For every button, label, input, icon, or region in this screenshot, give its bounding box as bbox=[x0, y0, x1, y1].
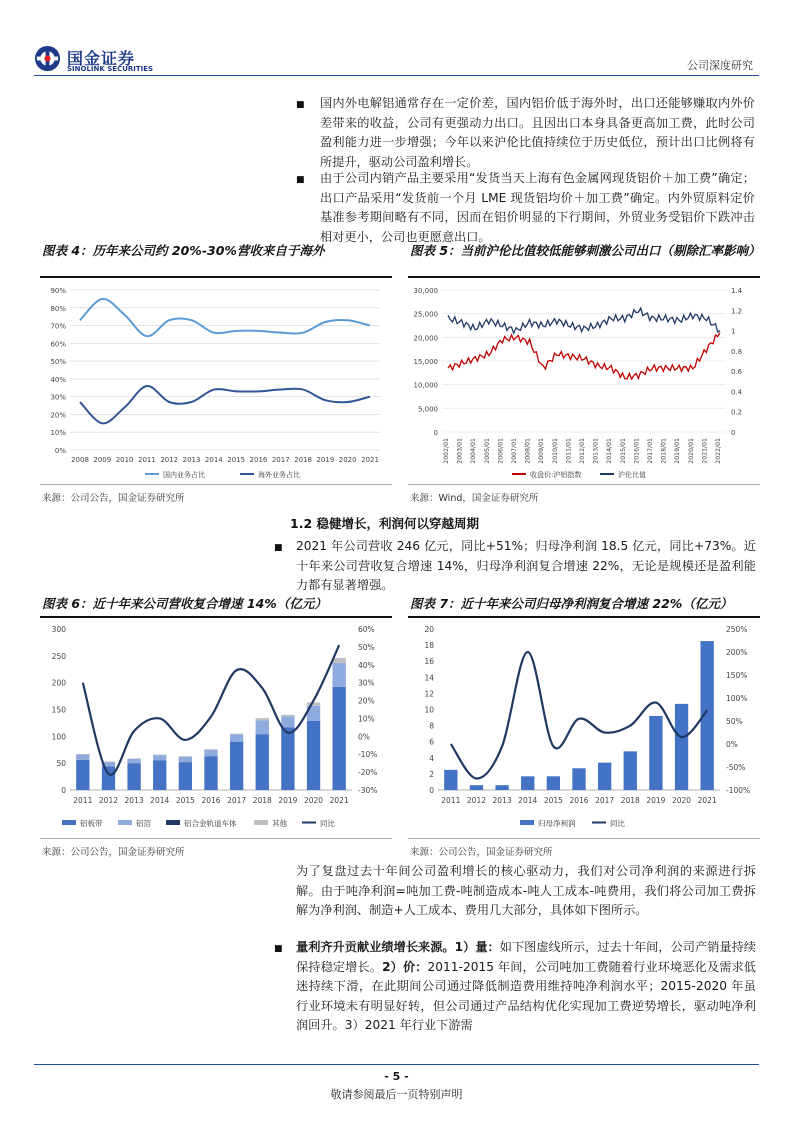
header-divider bbox=[34, 75, 759, 76]
y-left-tick-label: 250 bbox=[51, 651, 66, 661]
y-right-tick-label: 0.8 bbox=[731, 347, 743, 356]
figure-5-title: 图表 5：当前沪伦比值较低能够刺激公司出口（剔除汇率影响） bbox=[410, 243, 761, 258]
figure-5-rule bbox=[408, 276, 760, 278]
legend-label: 国内业务占比 bbox=[163, 471, 205, 479]
x-tick-label: 2020 bbox=[338, 456, 357, 464]
bar-铝箔 bbox=[179, 757, 192, 762]
legend-swatch bbox=[254, 820, 268, 825]
figure-6-title: 图表 6：近十年来公司营收复合增速 14%（亿元） bbox=[42, 596, 327, 611]
x-tick-label: 2014 bbox=[150, 796, 170, 805]
y-right-tick-label: 20% bbox=[358, 696, 375, 706]
disclaimer-note: 敬请参阅最后一页特别声明 bbox=[330, 1088, 463, 1101]
bar-铝板带 bbox=[230, 742, 243, 790]
y-left-tick-label: 100 bbox=[51, 732, 66, 742]
y-tick-label: 20% bbox=[50, 411, 66, 420]
x-tick-label: 2019 bbox=[646, 796, 666, 805]
legend-label: 铝板带 bbox=[80, 819, 103, 828]
y-right-tick-label: 60% bbox=[358, 625, 375, 634]
x-tick-label: 2010 bbox=[115, 456, 134, 464]
bullet-icon: ■ bbox=[274, 944, 283, 954]
bar-铝箔 bbox=[204, 750, 217, 756]
bullet-text-1: 国内外电解铝通常存在一定价差，国内铝价低于海外时，出口还能够赚取内外价差带来的收益，公司有更强动力出口。且因出口本身具备更高加工费，此时公司盈利能力进一步增强；今年以来沪伦比值持续位于历史低位，预计出口比例将有所提升，驱动公司盈利增长。 bbox=[320, 96, 755, 169]
figure-7-chart bbox=[408, 620, 760, 836]
price-text: 2011-2015 年间，公司吨加工费随着行业环境恶化及需求低迷持续下滑，在此期间公司通过降低制造费用维持吨净利润水平；2015-2020 年虽行业环境未有明显好转，但公司通过产品结构优化实现加工费逆势增长，驱动吨净利润回升。3）2021 年行业下游需 bbox=[296, 959, 756, 1032]
bar-铝板带 bbox=[204, 756, 217, 790]
y-left-tick-label: 0 bbox=[433, 429, 438, 437]
x-tick-label: 2007/01 bbox=[511, 438, 518, 464]
y-right-tick-label: 0.4 bbox=[731, 388, 743, 397]
x-tick-label: 2012 bbox=[98, 796, 119, 805]
bar-归母净利润 bbox=[624, 751, 637, 790]
y-right-tick-label: 200% bbox=[726, 648, 748, 657]
bullet-icon: ■ bbox=[296, 100, 305, 110]
report-type: 公司深度研究 bbox=[687, 59, 753, 72]
x-tick-label: 2009 bbox=[93, 456, 112, 464]
bar-铝板带 bbox=[127, 763, 140, 790]
bar-铝箔 bbox=[333, 663, 346, 687]
x-tick-label: 2013 bbox=[492, 796, 512, 805]
figure-7-source: 来源：公司公告，国金证券研究所 bbox=[410, 847, 553, 858]
series-line-0 bbox=[448, 333, 720, 380]
bar-铝板带 bbox=[76, 760, 89, 790]
x-tick-label: 2015 bbox=[175, 796, 195, 805]
y-left-tick-label: 16 bbox=[424, 657, 434, 667]
figure-4-rule bbox=[40, 276, 392, 278]
volume-label: 1）量： bbox=[454, 940, 500, 954]
y-right-tick-label: 0% bbox=[358, 732, 370, 742]
y-left-tick-label: 15,000 bbox=[413, 358, 438, 366]
x-tick-label: 2017 bbox=[595, 796, 615, 805]
y-left-tick-label: 2 bbox=[429, 769, 434, 779]
x-tick-label: 2021 bbox=[361, 456, 379, 464]
x-tick-label: 2014 bbox=[518, 796, 538, 805]
y-left-tick-label: 18 bbox=[424, 641, 434, 651]
bar-归母净利润 bbox=[444, 770, 457, 790]
y-left-tick-label: 14 bbox=[424, 673, 434, 683]
y-left-tick-label: 50 bbox=[56, 759, 66, 769]
x-tick-label: 2002/01 bbox=[443, 438, 450, 464]
x-tick-label: 2006/01 bbox=[497, 438, 505, 464]
y-right-tick-label: 50% bbox=[358, 642, 375, 652]
bar-归母净利润 bbox=[675, 704, 688, 790]
x-tick-label: 2020 bbox=[303, 796, 324, 805]
figure-7-bottom-rule bbox=[408, 838, 760, 839]
bar-铝板带 bbox=[281, 727, 294, 790]
bar-归母净利润 bbox=[470, 785, 483, 790]
x-tick-label: 2017 bbox=[227, 796, 247, 805]
x-tick-label: 2016 bbox=[249, 456, 268, 464]
y-tick-label: 50% bbox=[50, 358, 66, 367]
bar-铝板带 bbox=[333, 687, 346, 790]
y-right-tick-label: 150% bbox=[726, 671, 748, 680]
y-right-tick-label: 30% bbox=[358, 678, 375, 688]
y-right-tick-label: 0% bbox=[726, 740, 738, 749]
brand-name-en: SINOLINK SECURITIES bbox=[67, 65, 154, 73]
figure-7-rule bbox=[408, 616, 760, 618]
x-tick-label: 2005/01 bbox=[483, 438, 491, 464]
x-tick-label: 2018/01 bbox=[660, 438, 668, 464]
y-right-tick-label: 10% bbox=[358, 714, 375, 724]
bar-其他 bbox=[256, 718, 269, 720]
bar-铝板带 bbox=[256, 734, 269, 790]
bar-归母净利润 bbox=[547, 776, 560, 790]
figure-5-source: 来源：Wind，国金证券研究所 bbox=[410, 493, 539, 504]
y-right-tick-label: 100% bbox=[726, 694, 748, 703]
driver-paragraph bbox=[296, 938, 756, 1036]
volume-text: 如下图虚线所示，过去十年间，公司产销量持续保持稳定增长。 bbox=[296, 940, 756, 974]
y-right-tick-label: -50% bbox=[726, 763, 746, 772]
bar-其他 bbox=[179, 756, 192, 757]
y-right-tick-label: -30% bbox=[358, 786, 378, 795]
x-tick-label: 2020 bbox=[671, 796, 692, 805]
legend-label: 沪伦比值 bbox=[618, 471, 646, 479]
bar-其他 bbox=[333, 658, 346, 663]
bar-铝箔 bbox=[256, 720, 269, 734]
legend-swatch bbox=[166, 820, 180, 825]
y-left-tick-label: 6 bbox=[429, 737, 434, 747]
x-tick-label: 2011 bbox=[441, 796, 461, 805]
bar-其他 bbox=[204, 749, 217, 750]
bar-铝箔 bbox=[153, 755, 166, 760]
y-left-tick-label: 20,000 bbox=[413, 334, 438, 343]
x-tick-label: 2017/01 bbox=[647, 438, 654, 464]
x-tick-label: 2015 bbox=[543, 796, 563, 805]
y-right-tick-label: -20% bbox=[358, 768, 378, 778]
y-left-tick-label: 8 bbox=[429, 721, 434, 731]
y-left-tick-label: 5,000 bbox=[417, 405, 438, 414]
figure-4-source: 来源：公司公告，国金证券研究所 bbox=[42, 493, 185, 504]
figure-6-source: 来源：公司公告，国金证券研究所 bbox=[42, 847, 185, 858]
y-left-tick-label: 0 bbox=[61, 786, 66, 795]
y-tick-label: 40% bbox=[50, 375, 66, 384]
bar-其他 bbox=[281, 715, 294, 717]
section-title: 1.2 稳健增长，利润何以穿越周期 bbox=[290, 516, 479, 531]
x-tick-label: 2012/01 bbox=[579, 438, 586, 464]
y-left-tick-label: 300 bbox=[51, 625, 66, 634]
y-right-tick-label: 0.2 bbox=[731, 408, 743, 417]
legend-label: 铝合金轨道车体 bbox=[184, 819, 237, 828]
y-right-tick-label: -100% bbox=[726, 786, 751, 795]
bar-归母净利润 bbox=[572, 768, 585, 790]
x-tick-label: 2014/01 bbox=[606, 438, 614, 464]
y-left-tick-label: 25,000 bbox=[413, 310, 438, 319]
x-tick-label: 2016 bbox=[569, 796, 589, 805]
x-tick-label: 2013 bbox=[124, 796, 144, 805]
y-left-tick-label: 150 bbox=[51, 705, 66, 715]
bar-其他 bbox=[307, 703, 320, 706]
series-line-1 bbox=[80, 386, 370, 423]
y-left-tick-label: 4 bbox=[429, 753, 434, 763]
y-right-tick-label: 1 bbox=[731, 327, 736, 336]
legend-swatch bbox=[62, 820, 76, 825]
figure-4-title: 图表 4：历年来公司约 20%-30%营收来自于海外 bbox=[42, 243, 325, 258]
legend-label: 归母净利润 bbox=[538, 819, 576, 828]
y-left-tick-label: 10 bbox=[424, 705, 434, 715]
x-tick-label: 2022/01 bbox=[715, 438, 722, 464]
x-tick-label: 2019/01 bbox=[674, 438, 682, 464]
x-tick-label: 2019 bbox=[278, 796, 298, 805]
y-right-tick-label: 1.2 bbox=[731, 307, 743, 316]
x-tick-label: 2020/01 bbox=[687, 438, 695, 464]
x-tick-label: 2015 bbox=[227, 456, 246, 464]
bar-铝箔 bbox=[76, 755, 89, 760]
x-tick-label: 2018 bbox=[294, 456, 312, 464]
y-right-tick-label: 40% bbox=[358, 660, 375, 670]
x-tick-label: 2013/01 bbox=[592, 438, 600, 464]
bar-归母净利润 bbox=[495, 785, 508, 790]
legend-label: 铝箔 bbox=[136, 819, 151, 828]
yoy-line bbox=[451, 652, 707, 779]
figure-5-bottom-rule bbox=[408, 484, 760, 485]
x-tick-label: 2014 bbox=[204, 456, 223, 464]
y-tick-label: 10% bbox=[50, 429, 66, 438]
x-tick-label: 2018 bbox=[620, 796, 640, 805]
x-tick-label: 2019 bbox=[316, 456, 335, 464]
footer-divider bbox=[34, 1064, 759, 1065]
x-tick-label: 2011 bbox=[73, 796, 93, 805]
bar-其他 bbox=[127, 758, 140, 759]
figure-4-chart bbox=[40, 282, 392, 484]
x-tick-label: 2003/01 bbox=[456, 438, 464, 464]
price-label: 2）价： bbox=[382, 959, 428, 974]
legend-swatch bbox=[118, 820, 132, 825]
y-left-tick-label: 20 bbox=[424, 625, 434, 634]
legend-label: 海外业务占比 bbox=[258, 471, 300, 479]
figure-6-rule bbox=[40, 616, 392, 618]
bar-归母净利润 bbox=[521, 776, 534, 790]
y-right-tick-label: -10% bbox=[358, 750, 378, 760]
x-tick-label: 2021/01 bbox=[701, 438, 709, 464]
series-line-0 bbox=[80, 299, 370, 336]
x-tick-label: 2015/01 bbox=[619, 438, 627, 464]
y-right-tick-label: 0 bbox=[731, 429, 736, 437]
bar-铝板带 bbox=[102, 766, 115, 790]
x-tick-label: 2012 bbox=[160, 456, 179, 464]
y-tick-label: 0% bbox=[54, 447, 66, 455]
y-tick-label: 60% bbox=[50, 340, 66, 349]
sinolink-logo-icon bbox=[34, 45, 61, 72]
y-tick-label: 90% bbox=[50, 287, 66, 295]
figure-7-title: 图表 7：近十年来公司归母净利润复合增速 22%（亿元） bbox=[410, 596, 733, 611]
figure-6-chart bbox=[40, 620, 392, 836]
y-left-tick-label: 12 bbox=[424, 689, 434, 699]
x-tick-label: 2008 bbox=[71, 456, 89, 464]
x-tick-label: 2010/01 bbox=[551, 438, 559, 464]
x-tick-label: 2018 bbox=[252, 796, 272, 805]
bar-归母净利润 bbox=[649, 716, 662, 790]
figure-5-chart bbox=[408, 282, 760, 484]
legend-swatch bbox=[520, 820, 534, 825]
y-right-tick-label: 250% bbox=[726, 625, 748, 634]
bullet-icon: ■ bbox=[274, 543, 283, 553]
x-tick-label: 2008/01 bbox=[524, 438, 532, 464]
legend-label: 同比 bbox=[610, 819, 625, 828]
x-tick-label: 2011 bbox=[138, 456, 156, 464]
y-left-tick-label: 10,000 bbox=[413, 381, 438, 390]
y-right-tick-label: 1.4 bbox=[731, 287, 743, 295]
figure-6-bottom-rule bbox=[40, 838, 392, 839]
x-tick-label: 2009/01 bbox=[538, 438, 546, 464]
driver-lead: 量利齐升贡献业绩增长来源。 bbox=[296, 940, 455, 954]
y-tick-label: 30% bbox=[50, 393, 66, 402]
bar-归母净利润 bbox=[598, 763, 611, 790]
y-right-tick-label: 50% bbox=[726, 717, 743, 726]
bullet-icon: ■ bbox=[296, 175, 305, 185]
x-tick-label: 2021 bbox=[329, 796, 349, 805]
bullet-text-2: 由于公司内销产品主要采用“发货当天上海有色金属网现货铝价＋加工费”确定；出口产品采用“发货前一个月 LME 现货铝均价＋加工费”确定。内外贸原料定价基准参考期间略有不同，因而在铝价明显的下行期间，外贸业务受铝价下跌冲击相对更小，公司也更愿意出口。 bbox=[320, 171, 755, 244]
x-tick-label: 2011/01 bbox=[565, 438, 573, 464]
y-tick-label: 80% bbox=[50, 304, 66, 313]
bar-铝板带 bbox=[307, 721, 320, 790]
bar-其他 bbox=[153, 755, 166, 756]
brand-logo bbox=[34, 44, 194, 76]
x-tick-label: 2017 bbox=[271, 456, 290, 464]
legend-label: 收盘价:沪铝指数 bbox=[530, 471, 582, 479]
intro-paragraph: 为了复盘过去十年间公司盈利增长的核心驱动力，我们对公司净利润的来源进行拆解。由于吨净利润=吨加工费-吨制造成本-吨人工成本-吨费用，我们将公司加工费拆解为净利润、制造+人工成本、费用几大部分，具体如下图所示。 bbox=[296, 864, 756, 917]
x-tick-label: 2012 bbox=[466, 796, 487, 805]
bar-铝箔 bbox=[127, 759, 140, 763]
y-left-tick-label: 0 bbox=[429, 786, 434, 795]
x-tick-label: 2016 bbox=[201, 796, 221, 805]
x-tick-label: 2021 bbox=[697, 796, 717, 805]
figure-4-bottom-rule bbox=[40, 484, 392, 485]
x-tick-label: 2004/01 bbox=[470, 438, 478, 464]
bar-铝板带 bbox=[179, 762, 192, 790]
brand-name-cn: 国金证券 bbox=[67, 49, 136, 68]
page-number: - 5 - bbox=[384, 1070, 409, 1083]
x-tick-label: 2016/01 bbox=[633, 438, 641, 464]
legend-label: 其他 bbox=[272, 819, 287, 828]
y-left-tick-label: 200 bbox=[51, 678, 66, 688]
y-left-tick-label: 30,000 bbox=[413, 287, 438, 295]
bar-其他 bbox=[76, 754, 89, 755]
series-line-1 bbox=[448, 308, 720, 333]
section-bullet: 2021 年公司营收 246 亿元，同比+51%；归母净利润 18.5 亿元，同比+73%。近十年来公司营收复合增速 14%，归母净利润复合增速 22%，无论是规模还是盈利能力都有显著增强。 bbox=[296, 539, 756, 592]
legend-label: 同比 bbox=[320, 819, 335, 828]
y-right-tick-label: 0.6 bbox=[731, 368, 743, 377]
x-tick-label: 2013 bbox=[182, 456, 201, 464]
y-tick-label: 70% bbox=[50, 322, 66, 331]
bar-其他 bbox=[230, 734, 243, 735]
bar-铝板带 bbox=[153, 760, 166, 790]
bar-铝箔 bbox=[281, 716, 294, 727]
bar-铝箔 bbox=[230, 734, 243, 742]
